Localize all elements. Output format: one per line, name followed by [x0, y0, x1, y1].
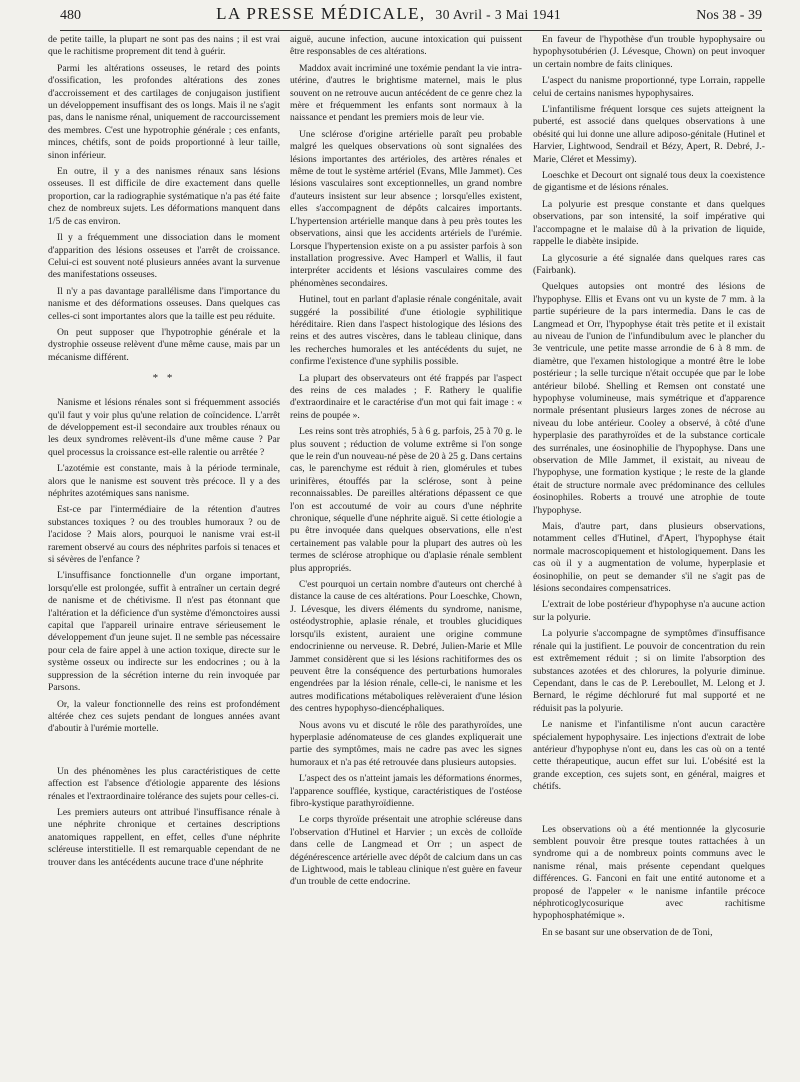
paragraph: C'est pourquoi un certain nombre d'auteurs ont cherché à distance la cause de ces altérations. Pour Loeschke, Chown, J. Lévesque, les divers éléments du syndrome, nanisme, ostéodystrophie, aplasie rénale, et troubles glucidiques lorsqu'ils existent, auraient une origine commune endocrinienne ou nerveuse. R. Debré, Julien-Marie et Mlle Jammet considèrent que si les lésions rachitiformes des os peuvent être la conséquence des perturbations humorales engendrées par la lésion rénale, celle-ci, le nanisme et les autres modifications métaboliques relèveraient d'une lésion des centres hypophyso-diencéphaliques.: [290, 579, 522, 715]
paragraph: L'aspect du nanisme proportionné, type Lorrain, rappelle celui de certains nanismes hypophysaires.: [533, 75, 765, 99]
paragraph: Les reins sont très atrophiés, 5 à 6 g. parfois, 25 à 70 g. le plus souvent ; réduction de volume extrême si l'on songe que le rein d'un nouveau-né pèse de 20 à 25 g. Dans certains cas, le parenchyme est réduit à rien, glomérules et tubes urinifères, étouffés par la sclérose, sont à peine reconnaissables. De pareilles altérations dépassent ce que l'on est accoutumé de voir au cours d'une néphrite chronique, séquelle d'une néphrite aiguë. Si cette étiologie a pu être invoquée dans quelques observations, elle n'est certainement pas valable pour la plupart des autres où les termes de sclérose atrophique ou d'aplasie rénale semblent plus appropriés.: [290, 426, 522, 574]
paragraph: En se basant sur une observation de de Toni,: [542, 926, 713, 938]
paragraph: Hutinel, tout en parlant d'aplasie rénale congénitale, avait suggéré la possibilité d'une étiologie syphilitique héréditaire. Rien dans l'aspect histologique des lésions des reins et des autres viscères, dans le tableau clinique, dans les recherches humorales et les antécédents du sujet, ne confirme l'existence d'une syphilis possible.: [290, 294, 522, 368]
issue-date: 30 Avril - 3 Mai 1941: [435, 7, 562, 22]
paragraph: Une sclérose d'origine artérielle paraît peu probable malgré les quelques observations où sont signalées des lésions importantes des artérioles, des artères rénales et même de tout le système artériel (Evans, Mlle Jammet). Ces lésions vasculaires sont exceptionnelles, un grand nombre d'auteurs insistent sur leur absence ; lorsqu'elles existent, elles s'accompagnent de dépôts calcaires importants. L'hypertension artérielle manque dans à peu près toutes les observations, ainsi que les accidents artériels de l'urémie. Lorsque l'hypertension existe on a pu assister parfois à son installation progressive. Avec Hamperl et Wallis, il faut interpréter accidents et lésions vasculaires comme des phénomènes secondaires.: [290, 128, 522, 289]
journal-title: LA PRESSE MÉDICALE,: [216, 4, 426, 23]
paragraph: Est-ce par l'intermédiaire de la rétention d'autres substances toxiques ? ou des troubles humoraux ? ou de l'acidose ? Mais alors, pourquoi le nanisme vrai est-il rarement observé au cours des néphrites parfois si tenaces et si sévères de l'enfance ?: [48, 504, 280, 566]
paragraph: L'extrait de lobe postérieur d'hypophyse n'a aucune action sur la polyurie.: [533, 599, 765, 623]
paragraph: Nanisme et lésions rénales sont si fréquemment associés qu'il faut y voir plus qu'une relation de coïncidence. L'arrêt de développement est-il secondaire aux troubles rénaux ou les deux syndromes relèvent-ils d'une même cause ? Par quel processus la croissance est-elle ralentie ou arrêtée ?: [48, 397, 280, 458]
paragraph: Un des phénomènes les plus caractéristiques de cette affection est l'absence d'étiologie apparente des lésions rénales et l'extraordinaire tolérance des sujets pour celles-ci.: [48, 765, 280, 802]
section-separator: * *: [152, 372, 176, 385]
paragraph: Loeschke et Decourt ont signalé tous deux la coexistence de gigantisme et de lésions rénales.: [533, 170, 765, 194]
paragraph: La glycosurie a été signalée dans quelques rares cas (Fairbank).: [533, 252, 765, 276]
page-number: 480: [60, 8, 81, 23]
paragraph: La polyurie s'accompagne de symptômes d'insuffisance rénale qui la justifient. Le pouvoir de concentration du rein est extrêmement réduit ; si on limite l'absorption des substances azotées et des chlorures, la polyurie diminue. Cependant, dans le cas de P. Lereboullet, M. Lelong et J. Bernard, le régime déchloruré fut mal supporté et ne réduisit pas la polyurie.: [533, 628, 765, 714]
paragraph: La plupart des observateurs ont été frappés par l'aspect des reins de ces malades ; F. Rathery le qualifie d'extraordinaire et le caractérise d'un mot qui fait image : « reins de poupée ».: [290, 372, 522, 421]
paragraph: L'aspect des os n'atteint jamais les déformations énormes, l'apparence soufflée, kystique, caractéristiques de l'ostéose fibro-kystique parathyroïdienne.: [290, 773, 522, 809]
paragraph: Quelques autopsies ont montré des lésions de l'hypophyse. Ellis et Evans ont vu un kyste de 7 mm. à la partie supérieure de la pars intermedia. Dans le cas de Langmead et Orr, l'hypophyse était très petite et il existait au niveau de l'union de l'infundibulum avec le plancher du 3e ventricule, une petite masse arrondie de 6 à 8 mm. de diamètre, que l'examen histologique a montré être le lobe postérieur ; la selle turcique n'était occupée que par le lobe antérieur bilobé. Shelling et Remsen ont constaté une hypophyse volumineuse, mais symétrique et d'apparence normale présentant plusieurs larges zones de nécrose au niveau du lobe antérieur. Cooley a observé, à côté d'une hyperplasie des parathyroïdes et de la substance corticale des surrénales, une éosinophilie de l'hypophyse. Dans une observation de Mlle Jammet, il existait, au niveau de l'hypophyse, une formation kystique ; le reste de la glande était de structure normale avec prédominance des cellules éosinophiles. Roberts a trouvé une atrophie de toute l'hypophyse.: [533, 281, 765, 516]
paragraph: On peut supposer que l'hypotrophie générale et la dystrophie osseuse relèvent d'une même cause, mais par un mécanisme différent.: [48, 326, 280, 363]
paragraph: Mais, d'autre part, dans plusieurs observations, notamment celles d'Hutinel, d'Apert, l'hypophyse était normale macroscopiquement et histologiquement. Dans les cas où il y a augmentation de volume, hyperplasie et éosinophilie, on peut se demander s'il ne s'agit pas de lésions secondaires compensatrices.: [533, 521, 765, 595]
paragraph: Les premiers auteurs ont attribué l'insuffisance rénale à une néphrite chronique et certaines descriptions anatomiques rappellent, en effet, celles d'une néphrite scléreuse interstitielle. Il est remarquable cependant de ne trouver dans les antécédents aucune trace d'une néphrite: [48, 806, 280, 868]
paragraph: L'insuffisance fonctionnelle d'un organe important, lorsqu'elle est prolongée, suffit à entraîner un certain degré de nanisme et de chétivisme. Il n'est pas étonnant que l'altération et la déficience d'un système d'émonctoires aussi capital que l'appareil urinaire entrave sérieusement le développement d'un jeune sujet. Il ne semble pas nécessaire pour cela de faire appel à une action toxique, directe sur le système osseux ou indirecte sur les endocrines ; ou à la suppression de la sécrétion interne du rein invoquée par Parsons.: [48, 570, 280, 694]
paragraph: aiguë, aucune infection, aucune intoxication qui puissent être responsables de ces altérations.: [290, 34, 522, 58]
paragraph: Les observations où a été mentionnée la glycosurie semblent pouvoir être presque toutes rattachées à un syndrome qui a de nombreux points communs avec le nanisme rénal, mais présente cependant quelques différences. G. Fanconi en fait une entité autonome et a proposé de l'appeler « le nanisme infantile précoce néphroticoglycosurique avec rachitisme hypophosphatémique ».: [533, 823, 765, 922]
spacer: [533, 798, 765, 824]
page-header: [60, 4, 762, 31]
paragraph: L'azotémie est constante, mais à la période terminale, alors que le nanisme est souvent très précoce. Il y a des néphrites azotémiques sans nanisme.: [48, 463, 280, 499]
paragraph: En outre, il y a des nanismes rénaux sans lésions osseuses. Il est difficile de dire exactement dans quelle proportion, car la radiographie systématique n'a pas été faite chez de nombreux sujets. Les déformations manquent dans 1/5 de cas environ.: [48, 166, 280, 227]
column-left: [48, 34, 280, 1078]
masthead: [216, 4, 561, 24]
paragraph: Le nanisme et l'infantilisme n'ont aucun caractère spécialement hypophysaire. Les injections d'extrait de lobe antérieur d'hypophyse n'ont eu, dans les cas où on a tenté cette thérapeutique, aucun effet sur lui. L'obésité est la grande exception, ces sujets sont, en général, maigres et chétifs.: [533, 719, 765, 793]
paragraph: En faveur de l'hypothèse d'un trouble hypophysaire ou hypophysotubérien (J. Lévesque, Chown) on peut invoquer un certain nombre de faits cliniques.: [533, 34, 765, 70]
paragraph: La polyurie est presque constante et dans quelques observations, par son intensité, la soif impérative qui l'accompagne et le malaise dû à la privation de liquide, rappelle le diabète insipide.: [533, 198, 765, 248]
paragraph: Nous avons vu et discuté le rôle des parathyroïdes, une hyperplasie adénomateuse de ces glandes expliquerait une partie des symptômes, mais ne cadre pas avec les signes humoraux et n'a pas été retrouvée dans plusieurs autopsies.: [290, 719, 522, 768]
paragraph: de petite taille, la plupart ne sont pas des nains ; il est vrai que le rachitisme proprement dit tend à guérir.: [48, 34, 280, 58]
paragraph: Le corps thyroïde présentait une atrophie scléreuse dans l'observation d'Hutinel et Harvier ; un excès de colloïde dans celle de Langmead et Orr ; un aspect de dégénérescence artérielle avec dépôt de calcium dans un cas de Lightwood, mais le tableau clinique n'est guère en faveur d'un trouble de cette endocrine.: [290, 814, 522, 888]
paragraph: Parmi les altérations osseuses, le retard des points d'ossification, les profondes altérations des zones d'accroissement et des cartilages de conjugaison justifient un développement insuffisant des os longs. Mais il ne s'agit pas, dans le nanisme rénal, uniquement de raccourcissement des membres. C'est une hypotrophie générale ; ces enfants, minces, chétifs, sont de poids proportionné à leur taille, sinon inférieur.: [48, 62, 280, 161]
paragraph: Il n'y a pas davantage parallélisme dans l'importance du nanisme et des déformations osseuses. Dans quelques cas celles-ci sont importantes alors que la taille est peu réduite.: [48, 285, 280, 322]
paragraph: L'infantilisme fréquent lorsque ces sujets atteignent la puberté, est associé dans quelques observations à une obésité qui lui donne une allure adiposo-génitale (Hutinel et Harvier, Lightwood, Sendrail et Bézy, Apert, R. Debré, J.-Marie, Cléret et Messimy).: [533, 104, 765, 165]
paragraph: Maddox avait incriminé une toxémie pendant la vie intra-utérine, d'autres le brightisme maternel, mais le plus souvent on ne retrouve aucun antécédent de ce genre chez la mère et fréquemment les enfants sont normaux à la naissance et pendant les premiers mois de leur vie.: [290, 62, 522, 124]
issue-number: Nos 38 - 39: [696, 8, 762, 23]
paragraph: Or, la valeur fonctionnelle des reins est profondément altérée chez ces sujets pendant de longues années avant d'aboutir à l'urémie mortelle.: [48, 698, 280, 735]
column-right: [533, 34, 765, 1078]
paragraph: Il y a fréquemment une dissociation dans le moment d'apparition des lésions osseuses et l'arrêt de croissance. Celui-ci est souvent noté plusieurs années avant la survenue des manifestations osseuses.: [48, 232, 280, 281]
column-middle: [290, 34, 522, 1078]
spacer: [48, 740, 280, 766]
